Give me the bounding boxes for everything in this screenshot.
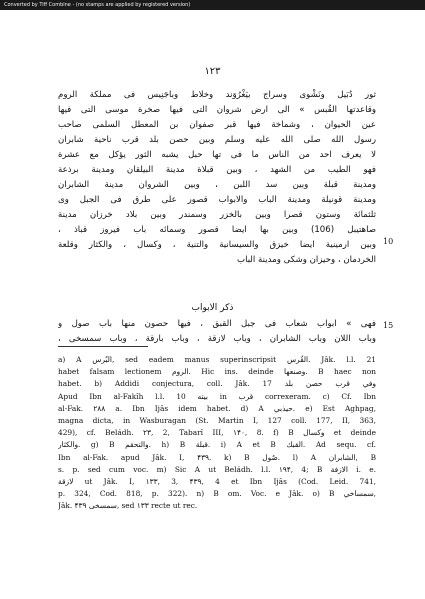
text-line: صاهتيبل (106) وبين بها ايضا قصور وسمائه باب فيروز قباذ ، (58, 225, 376, 235)
text-line: فهو الطيب من الشهد ، وبين قبلاة مدينة البيلقان ومدينة برذعة (58, 165, 376, 175)
main-text-block (58, 88, 376, 268)
text-line: فهى » ابواب شعاب فى جبل القبق ، فيها حصون منها باب صول و (58, 319, 376, 329)
section-text-block (58, 317, 376, 347)
footnote-line: al-Fak. ۲۸۸ a. Ibn Ijâs idem habet. d) A حيذبي. e) Est Aghpag, (58, 403, 376, 413)
text-line: الخردمان ، وحيزان وشكى ومدينة الباب (236, 255, 376, 265)
footnote-line: p. 324, Cod. 818, p. 322). n) B om. Voc. e Jâk. o) B سمساخي, (58, 489, 376, 499)
margin-line-number: 10 (383, 237, 394, 246)
footnote-line: habet falsam lectionem الروم. Hic ins. deinde وصنعها. B haec non (58, 367, 376, 377)
text-line: وقاعدتها القُبس » الى ارض شروان التى فيها صخرة موسى التى فيها (58, 105, 376, 115)
section-heading: ذكر الابواب (191, 303, 234, 313)
footnote-line: Jâk. ۴۳۹ سمسخى, sed ۱۳۳ recte ut rec. (58, 501, 198, 511)
text-line: لا يعرف احد من الناس ما فى تها حبل يشبه الثور يؤكل مع عشرة (58, 150, 376, 160)
footnote-line: 429), cf. Beládh. ۲۳, 2, Tabarî III, ۱۴۰, 8. f) B وكسال et deinde (58, 428, 376, 438)
footnotes-block (58, 354, 376, 512)
margin-line-number: 15 (383, 321, 394, 330)
footnote-line: Ibn al-Fak. apud Jâk. I, ۴۳۹. k) B صُول. l) A الشابران, B (58, 452, 376, 462)
footnote-line: a) A البُرس, sed eadem manus superinscripsit القُرس. Jâk. l.l. 21 (58, 355, 376, 364)
footnote-line: لازقة ut Jâk. I, ۱۳۳, 3, ۴۳۹, 4 et Ibn Ijâs (Cod. Leid. 741, (58, 476, 376, 486)
footnote-line: Apud Ibn al-Fakîh l.l. 10 بيته in قرب correxeram. c) Cf. Ibn (58, 391, 376, 401)
footnote-divider (58, 346, 148, 347)
footnote-line: والكثار. g) B والتحقم. h) B قبلة. i) A et B القبك. Ad sequ. cf. (58, 440, 376, 450)
text-line: وبين ارمينية ايضا خيزق والسيسانية والتنية ، وكسال ، والكثار وقلعة (58, 240, 376, 250)
footnote-line: s. p. sed cum voc. m) Sic A ut Beládh. l.l. ۱۹۴, 4; B الازفة i. e. (58, 464, 376, 474)
text-line: ثلثمائة وستون قصرا وبين بالخزر وسمندر وبين بلاد خرزان مدينة (58, 210, 376, 220)
footnote-line: habet. b) Addidi conjectura, coll. Jâk. 17 وفي قرب حصن بلد (58, 379, 376, 389)
text-line: ثور دُبَيل ونَشْوى وسراج بيَغْرُوَند وخلاط وباجَنِيس فى مملكة الروم (58, 90, 376, 100)
text-line: عين الحيوان ، وشماخة فيها قبر صفوان بن المعطل السلمى صاحب (58, 120, 376, 130)
footnote-line: magna dicta, in Wasburagan (St. Martin I, 127 coll. 177, II, 363, (58, 415, 376, 425)
text-line: ومدينة قونيلة ومدينة الباب والابواب قصور على طرق فى الجبل وى (58, 195, 376, 205)
converter-banner: Converted by Tiff Combine - (no stamps are applied by registered version) (0, 0, 425, 10)
text-line: رسول الله صلى الله عليه وسلم وبين حصن بلد قرب ناحية شابران (58, 135, 376, 145)
page-number: ١٢٣ (204, 66, 221, 77)
text-line: وباب اللان وباب الشابران ، وباب لازقة ، وباب بارقة ، وباب سمسخى ، (58, 334, 376, 344)
text-line: ومدينة قبلة وبين سد اللبن ، وبين الشروان مدينة الشابران (58, 180, 376, 190)
